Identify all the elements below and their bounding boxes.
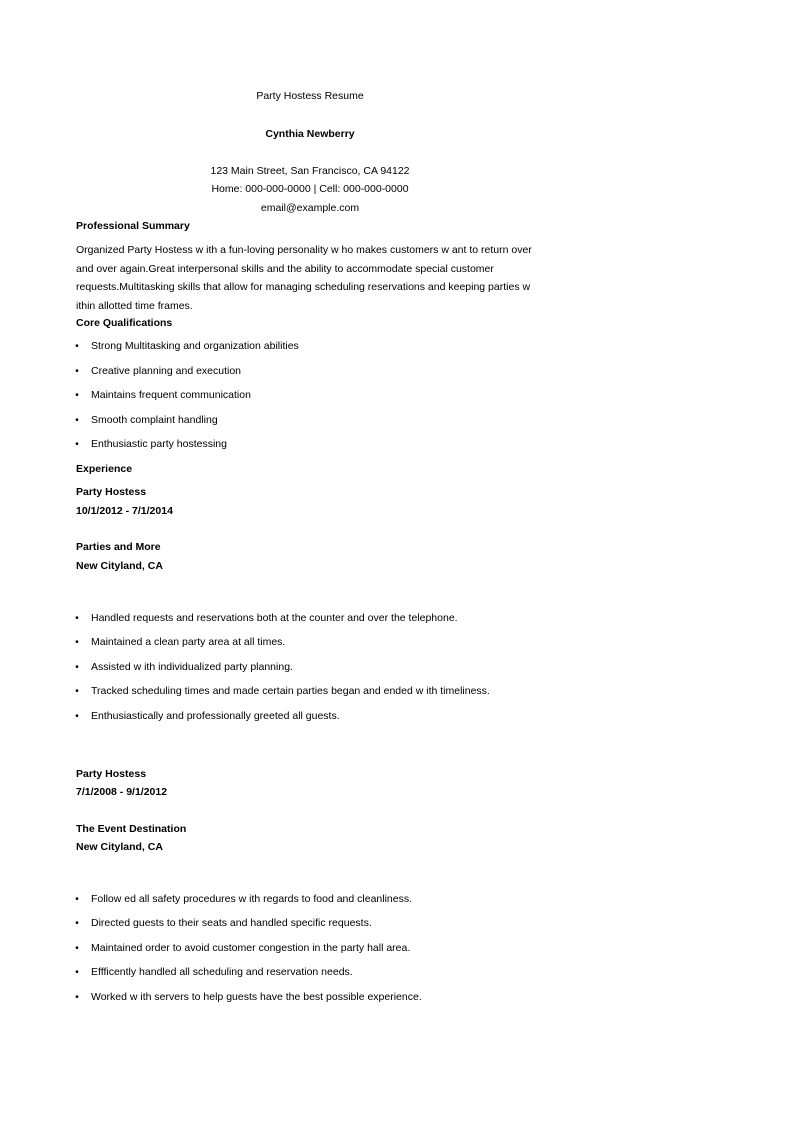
duty-text: Directed guests to their seats and handled specific requests. [91,917,372,929]
bullet-icon: • [75,917,79,929]
duty-text: Enthusiastically and professionally greeted all guests. [91,710,340,722]
job-company: The Event Destination [76,823,187,835]
qualification-text: Creative planning and execution [91,365,242,377]
bullet-icon: • [75,340,79,352]
duty-text: Follow ed all safety procedures w ith regards to food and cleanliness. [91,893,413,905]
duty-text: Worked w ith servers to help guests have the best possible experience. [91,991,422,1003]
email: email@example.com [260,202,360,214]
bullet-icon: • [75,438,79,450]
candidate-name: Cynthia Newberry [265,128,355,140]
qualification-text: Maintains frequent communication [91,389,251,401]
qualification-text: Enthusiastic party hostessing [91,438,227,450]
address: 123 Main Street, San Francisco, CA 94122 [210,165,410,177]
qualification-text: Smooth complaint handling [91,414,218,426]
duty-text: Maintained a clean party area at all times. [91,636,286,648]
bullet-icon: • [75,893,79,905]
experience-heading: Experience [76,463,133,475]
summary-text: Organized Party Hostess w ith a fun-loving personality w ho makes customers w ant to return over and over again.Great interpersonal skills and the ability to accommodate special customer requests.Multitasking skills that allow for managing scheduling reservations and keeping parties w ithin allotted time frames. [76,244,532,312]
phone-numbers: Home: 000-000-0000 | Cell: 000-000-0000 [211,183,409,195]
job-location: New Cityland, CA [76,841,163,853]
bullet-icon: • [75,685,79,697]
bullet-icon: • [75,661,79,673]
bullet-icon: • [75,389,79,401]
duty-text: Tracked scheduling times and made certain parties began and ended w ith timeliness. [91,685,490,697]
job-title: Party Hostess [76,486,147,498]
bullet-icon: • [75,966,79,978]
bullet-icon: • [75,414,79,426]
job-company: Parties and More [76,541,161,553]
qualifications-heading: Core Qualifications [76,317,173,329]
job-dates: 10/1/2012 - 7/1/2014 [76,505,173,517]
qualification-text: Strong Multitasking and organization abilities [91,340,299,352]
document-title: Party Hostess Resume [256,90,364,102]
summary-heading: Professional Summary [76,220,190,232]
bullet-icon: • [75,942,79,954]
bullet-icon: • [75,710,79,722]
duty-text: Maintained order to avoid customer congestion in the party hall area. [91,942,411,954]
job-location: New Cityland, CA [76,560,163,572]
bullet-icon: • [75,365,79,377]
job-title: Party Hostess [76,768,147,780]
duty-text: Assisted w ith individualized party planning. [91,661,293,673]
duty-text: Handled requests and reservations both at the counter and over the telephone. [91,612,458,624]
job-dates: 7/1/2008 - 9/1/2012 [76,786,168,798]
duty-text: Effficently handled all scheduling and reservation needs. [91,966,353,978]
bullet-icon: • [75,612,79,624]
bullet-icon: • [75,636,79,648]
bullet-icon: • [75,991,79,1003]
